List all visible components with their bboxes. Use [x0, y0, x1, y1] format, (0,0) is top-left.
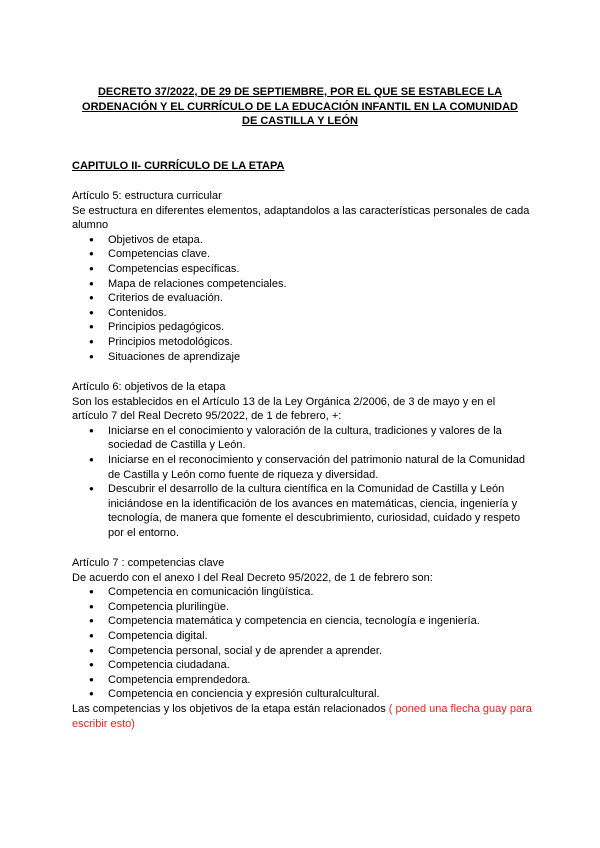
title-line: DECRETO 37/2022, DE 29 DE SEPTIEMBRE, POR EL QUE SE ESTABLECE LA — [97, 86, 503, 98]
title-line: ORDENACIÓN Y EL CURRÍCULO DE LA EDUCACIÓN INFANTIL EN LA COMUNIDAD — [82, 100, 518, 113]
list-item: ● Mapa de relaciones competenciales. — [72, 277, 532, 292]
list-item: ● Iniciarse en el reconocimiento y conservación del patrimonio natural de la Comunidad de Castilla y León como fuente de riqueza y diversidad. — [72, 453, 532, 482]
list-item: ● Competencias específicas. — [72, 262, 532, 277]
list-item: ● Competencia en conciencia y expresión culturalcultural. — [72, 687, 532, 702]
list-item: ● Principios metodológicos. — [72, 335, 532, 350]
list-item: ● Criterios de evaluación. — [72, 291, 532, 306]
chapter-heading: CAPITULO II- CURRÍCULO DE LA ETAPA — [72, 160, 285, 172]
list-item: ● Iniciarse en el conocimiento y valoración de la cultura, tradiciones y valores de la sociedad de Castilla y León. — [72, 424, 532, 453]
closing-paragraph — [72, 702, 532, 731]
bullet-list — [72, 424, 532, 541]
bullet-list — [72, 233, 532, 364]
list-item: ● Situaciones de aprendizaje — [72, 350, 532, 365]
bullet-list — [72, 585, 532, 702]
list-item: ● Competencia ciudadana. — [72, 658, 532, 673]
articulo-6-section — [72, 380, 532, 541]
list-item: ● Competencias clave. — [72, 247, 532, 262]
section-heading: Artículo 6: objetivos de la etapa — [72, 381, 226, 393]
closing-text: Las competencias y los objetivos de la etapa están relacionados — [72, 702, 389, 715]
title-line: DE CASTILLA Y LEÓN — [242, 115, 358, 127]
list-item: ● Competencia matemática y competencia en ciencia, tecnología e ingeniería. — [72, 614, 532, 629]
list-item: ● Competencia digital. — [72, 629, 532, 644]
section-intro: Son los establecidos en el Artículo 13 de la Ley Orgánica 2/2006, de 3 de mayo y en el artículo 7 del Real Decreto 95/2022, de 1 de febrero, +: — [72, 395, 496, 423]
red-note: ( poned una flecha guay para escribir esto) — [72, 702, 532, 730]
articulo-7-section — [72, 556, 532, 731]
section-intro: Se estructura en diferentes elementos, adaptandolos a las características personales de cada alumno — [72, 204, 530, 232]
list-item: ● Contenidos. — [72, 306, 532, 321]
document-title — [72, 85, 528, 129]
section-intro: De acuerdo con el anexo I del Real Decreto 95/2022, de 1 de febrero son: — [72, 571, 433, 584]
list-item: ● Competencia en comunicación lingüística. — [72, 585, 532, 600]
articulo-5-section — [72, 189, 532, 364]
section-heading: Artículo 5: estructura curricular — [72, 190, 222, 202]
list-item: ● Descubrir el desarrollo de la cultura científica en la Comunidad de Castilla y León iniciándose en la identificación de los avances en matemáticas, ciencia, ingeniería y tecnología, de manera que fomente el descubrimiento, curiosidad, cuidado y respeto por el entorno. — [72, 482, 532, 540]
list-item: ● Competencia personal, social y de aprender a aprender. — [72, 644, 532, 659]
list-item: ● Competencia plurilingüe. — [72, 600, 532, 615]
list-item: ● Principios pedagógicos. — [72, 320, 532, 335]
list-item: ● Objetivos de etapa. — [72, 233, 532, 248]
section-heading: Artículo 7 : competencias clave — [72, 557, 225, 569]
list-item: ● Competencia emprendedora. — [72, 673, 532, 688]
